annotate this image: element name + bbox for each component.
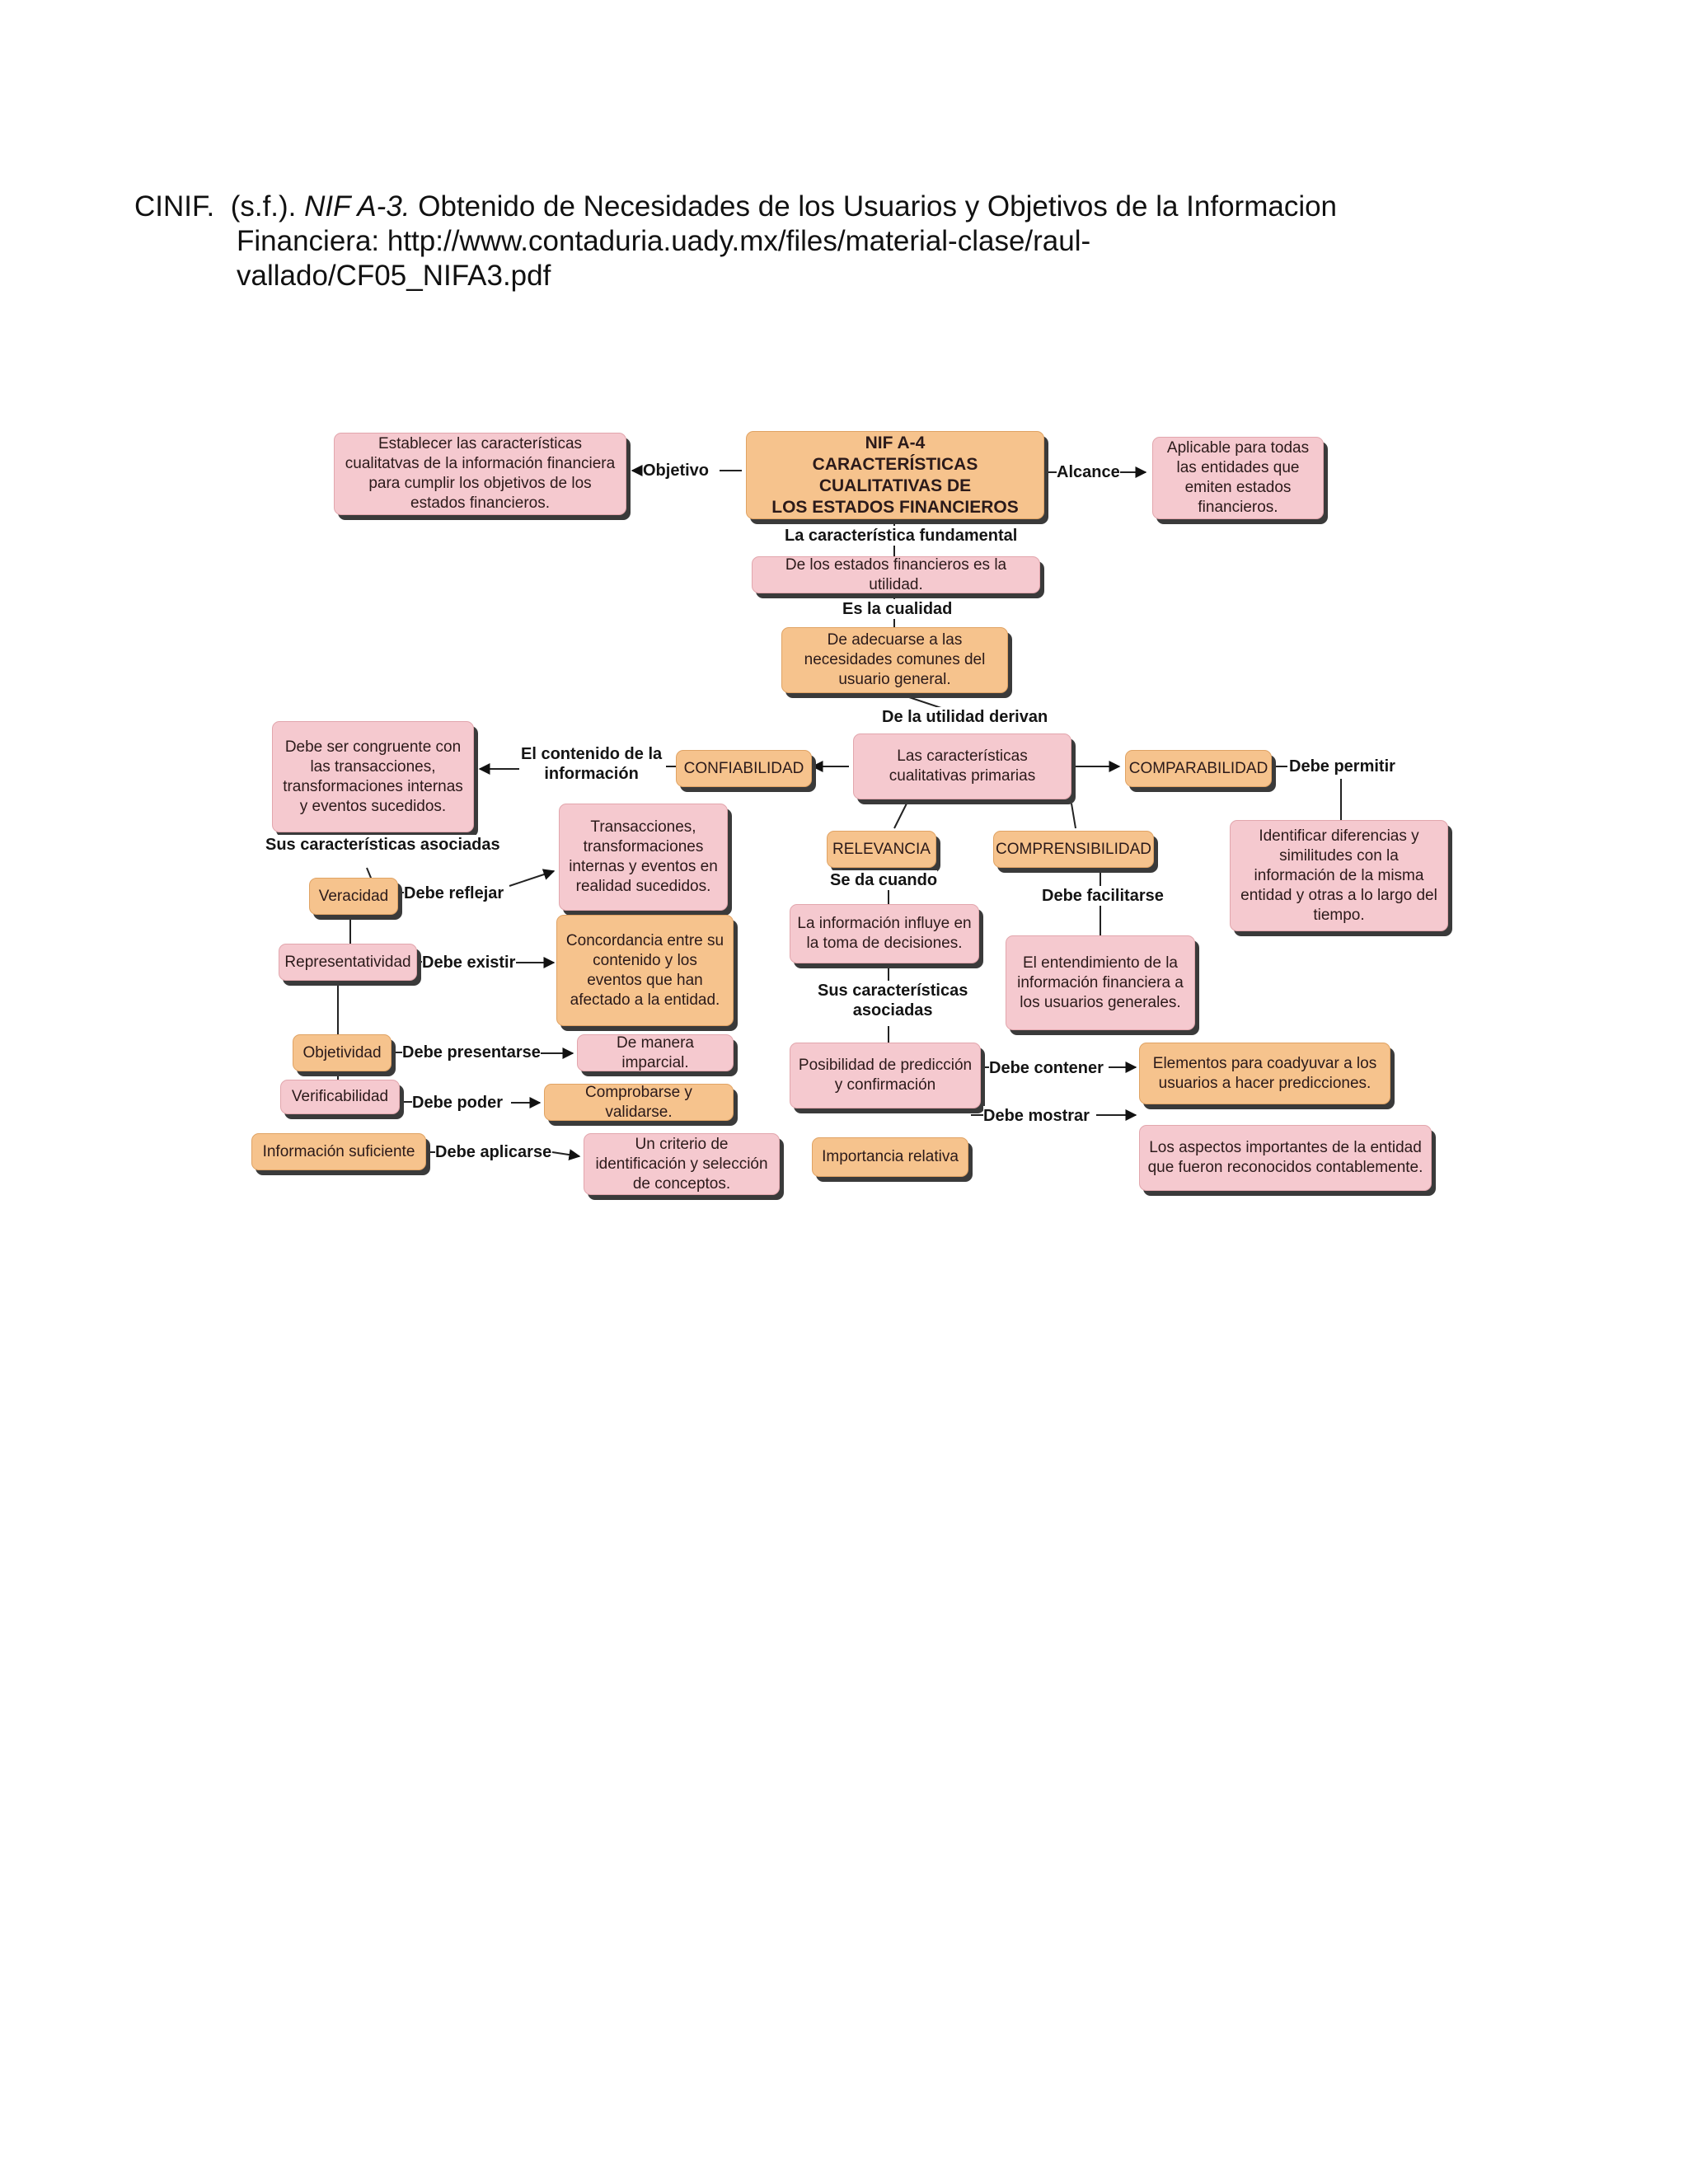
label-aplicarse: Debe aplicarse <box>435 1143 552 1161</box>
label-permitir: Debe permitir <box>1289 757 1395 776</box>
title-line-1: NIF A-4 <box>865 433 926 452</box>
congruent-node: Debe ser congruente con las transacciones, transformaciones internas y eventos sucedidos. <box>272 721 474 832</box>
label-derivan: De la utilidad derivan <box>882 708 1048 726</box>
utility-node: De los estados financieros es la utilidad. <box>752 556 1040 593</box>
influence-node: La información influye en la toma de decisiones. <box>790 904 979 963</box>
label-poder: Debe poder <box>412 1094 504 1112</box>
comparability-node: COMPARABILIDAD <box>1125 750 1272 787</box>
veracity-node: Veracidad <box>309 878 398 915</box>
citation <box>134 190 1420 293</box>
reliability-node: CONFIABILIDAD <box>676 750 812 787</box>
criterion-node: Un criterio de identificación y selección de conceptos. <box>584 1133 780 1195</box>
label-contenido-line-1: El contenido de la <box>521 745 663 763</box>
scope-node: Aplicable para todas las entidades que emiten estados financieros. <box>1152 437 1324 519</box>
label-existir: Debe existir <box>422 954 516 972</box>
label-fundamental: La característica fundamental <box>785 527 1018 545</box>
primary-characteristics-node: Las características cualitativas primarias <box>853 733 1071 799</box>
label-se-da: Se da cuando <box>830 871 938 889</box>
label-alcance: Alcance <box>1057 463 1120 481</box>
relevance-node: RELEVANCIA <box>827 831 936 868</box>
label-contener: Debe contener <box>989 1059 1104 1077</box>
citation-url-line-2: vallado/CF05_NIFA3.pdf <box>237 260 551 292</box>
citation-title: NIF A-3. <box>304 190 410 223</box>
title-line-2: CARACTERÍSTICAS CUALITATIVAS DE <box>812 454 978 495</box>
sufficient-info-node: Información suficiente <box>251 1133 426 1170</box>
impartial-node: De manera imparcial. <box>577 1034 734 1071</box>
agreement-node: Concordancia entre su contenido y los eventos que han afectado a la entidad. <box>556 915 734 1026</box>
label-mostrar: Debe mostrar <box>983 1107 1090 1125</box>
citation-year: (s.f.). <box>230 190 297 223</box>
label-asociadas-mid <box>818 981 968 1020</box>
objectivity-node: Objetividad <box>293 1034 392 1071</box>
label-asociadas-mid-line-2: asociadas <box>852 1001 933 1019</box>
label-contenido-line-2: información <box>544 765 639 783</box>
prediction-node: Posibilidad de predicción y confirmación <box>790 1043 981 1108</box>
label-facilitarse: Debe facilitarse <box>1042 887 1164 905</box>
label-asociadas-mid-line-1: Sus características <box>818 982 968 1000</box>
label-asociadas-left: Sus características asociadas <box>265 836 500 854</box>
verify-node: Comprobarse y validarse. <box>544 1084 734 1121</box>
title-node <box>746 431 1044 519</box>
citation-line-1 <box>134 190 1420 224</box>
citation-url-line-1: Financiera: http://www.contaduria.uady.mx/files/material-clase/raul- <box>237 225 1091 257</box>
label-presentarse: Debe presentarse <box>402 1043 541 1062</box>
understandability-node: COMPRENSIBILIDAD <box>993 831 1154 868</box>
aspects-node: Los aspectos importantes de la entidad que fueron reconocidos contablemente. <box>1139 1125 1432 1191</box>
relative-importance-node: Importancia relativa <box>812 1137 968 1177</box>
concept-map <box>247 416 1467 1207</box>
quality-node: De adecuarse a las necesidades comunes del usuario general. <box>781 627 1008 693</box>
citation-source: Obtenido de Necesidades de los Usuarios y Objetivos de la Informacion <box>418 190 1338 223</box>
verifiability-node: Verificabilidad <box>280 1080 400 1114</box>
transactions-node: Transacciones, transformaciones internas y eventos en realidad sucedidos. <box>559 804 728 911</box>
differences-node: Identificar diferencias y similitudes con la información de la misma entidad y otras a lo largo del tiempo. <box>1230 820 1448 931</box>
title-line-3: LOS ESTADOS FINANCIEROS <box>771 497 1019 517</box>
label-contenido <box>521 744 662 784</box>
label-objetivo: Objetivo <box>643 462 710 480</box>
label-reflejar: Debe reflejar <box>404 884 504 902</box>
elements-node: Elementos para coadyuvar a los usuarios a hacer predicciones. <box>1139 1043 1390 1104</box>
objective-node: Establecer las características cualitatvas de la información financiera para cumplir los objetivos de los estados financieros. <box>334 433 626 515</box>
representativeness-node: Representatividad <box>279 944 417 981</box>
label-cualidad: Es la cualidad <box>842 600 953 618</box>
citation-author: CINIF. <box>134 190 215 223</box>
understanding-node: El entendimiento de la información financiera a los usuarios generales. <box>1006 935 1195 1030</box>
